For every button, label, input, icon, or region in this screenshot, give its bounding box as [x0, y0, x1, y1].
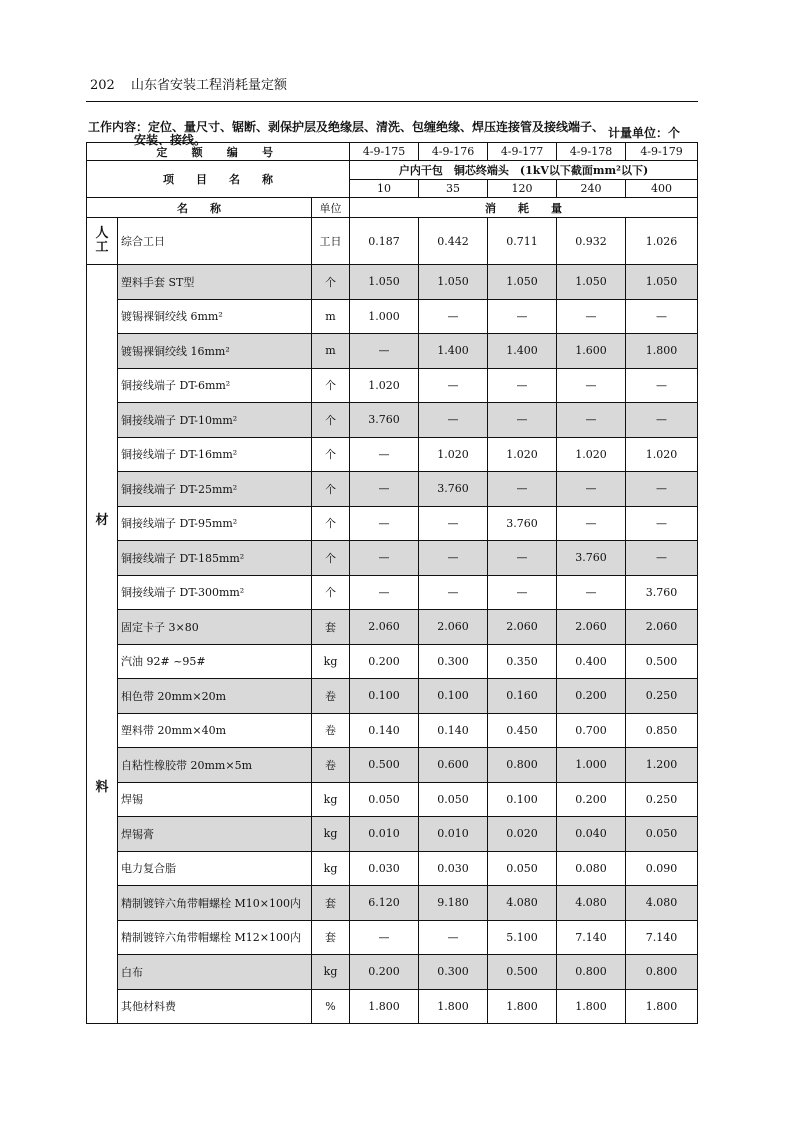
material-value: 2.060 — [488, 610, 557, 645]
material-name: 塑料带 20mm×40m — [118, 713, 312, 748]
material-value: — — [488, 299, 557, 334]
material-value: — — [557, 368, 626, 403]
material-value: 0.100 — [350, 679, 419, 714]
material-value: 0.140 — [419, 713, 488, 748]
material-value: — — [557, 575, 626, 610]
material-value: — — [419, 403, 488, 438]
labor-value: 1.026 — [626, 218, 698, 265]
material-value: 0.010 — [350, 817, 419, 852]
material-unit: 卷 — [312, 679, 350, 714]
material-name: 铜接线端子 DT-16mm² — [118, 437, 312, 472]
material-value: — — [488, 541, 557, 576]
material-name: 汽油 92# ~95# — [118, 644, 312, 679]
material-row — [87, 748, 698, 783]
work-content-line2: 安装、接线。 — [134, 133, 207, 147]
material-value: 3.760 — [419, 472, 488, 507]
labor-category — [87, 218, 118, 265]
quota-code: 4-9-177 — [488, 143, 557, 161]
material-value: — — [626, 299, 698, 334]
material-value: 1.050 — [488, 265, 557, 300]
material-value: 0.090 — [626, 851, 698, 886]
material-value: 0.050 — [419, 782, 488, 817]
material-value: — — [419, 506, 488, 541]
material-unit: 个 — [312, 403, 350, 438]
material-value: — — [488, 472, 557, 507]
item-description: 户内干包 铜芯终端头 (1kV以下截面mm²以下) — [350, 161, 698, 180]
quota-code: 4-9-175 — [350, 143, 419, 161]
material-category — [87, 265, 118, 1024]
material-name: 铜接线端子 DT-6mm² — [118, 368, 312, 403]
header-rule — [86, 101, 698, 102]
material-value: — — [419, 575, 488, 610]
material-value: 1.800 — [419, 989, 488, 1024]
material-value: 0.850 — [626, 713, 698, 748]
material-value: — — [557, 299, 626, 334]
material-value: 0.800 — [626, 955, 698, 990]
material-value: 1.800 — [488, 989, 557, 1024]
material-row — [87, 679, 698, 714]
material-value: 1.600 — [557, 334, 626, 369]
category-char: 人 — [95, 226, 109, 241]
material-value: — — [350, 920, 419, 955]
section-size: 400 — [626, 180, 698, 198]
material-unit: 卷 — [312, 748, 350, 783]
material-name: 镀锡裸铜绞线 6mm² — [118, 299, 312, 334]
material-value: 4.080 — [557, 886, 626, 921]
material-unit: 套 — [312, 886, 350, 921]
material-value: 1.200 — [626, 748, 698, 783]
material-row — [87, 851, 698, 886]
material-name: 铜接线端子 DT-95mm² — [118, 506, 312, 541]
quota-code: 4-9-176 — [419, 143, 488, 161]
item-name-label: 项 目 名 称 — [87, 161, 350, 198]
material-name: 精制镀锌六角带帽螺栓 M12×100内 — [118, 920, 312, 955]
material-value: 1.020 — [419, 437, 488, 472]
material-row — [87, 403, 698, 438]
material-value: 0.800 — [488, 748, 557, 783]
material-value: 1.020 — [557, 437, 626, 472]
material-name: 自粘性橡胶带 20mm×5m — [118, 748, 312, 783]
material-unit: 套 — [312, 610, 350, 645]
material-row — [87, 368, 698, 403]
material-value: 0.800 — [557, 955, 626, 990]
category-char: 料 — [95, 780, 109, 795]
material-value: — — [350, 541, 419, 576]
quota-number-row — [87, 143, 698, 161]
material-value: 9.180 — [419, 886, 488, 921]
section-size: 10 — [350, 180, 419, 198]
material-unit: kg — [312, 851, 350, 886]
material-value: 0.080 — [557, 851, 626, 886]
material-value: — — [488, 368, 557, 403]
material-row — [87, 506, 698, 541]
material-value: — — [350, 575, 419, 610]
material-value: 1.050 — [419, 265, 488, 300]
material-value: — — [419, 541, 488, 576]
material-name: 白布 — [118, 955, 312, 990]
material-value: 1.400 — [488, 334, 557, 369]
material-value: 1.020 — [350, 368, 419, 403]
material-value: 0.600 — [419, 748, 488, 783]
material-value: — — [626, 506, 698, 541]
material-value: 1.800 — [626, 334, 698, 369]
material-value: 0.700 — [557, 713, 626, 748]
name-column-header: 名 称 — [87, 198, 312, 218]
page-number: 202 — [90, 78, 115, 93]
material-value: 0.250 — [626, 782, 698, 817]
material-value: 2.060 — [626, 610, 698, 645]
material-value: 0.400 — [557, 644, 626, 679]
material-value: 3.760 — [350, 403, 419, 438]
material-value: 7.140 — [557, 920, 626, 955]
material-value: — — [350, 437, 419, 472]
material-row — [87, 713, 698, 748]
category-char: 材 — [95, 513, 109, 528]
labor-unit: 工日 — [312, 218, 350, 265]
material-unit: kg — [312, 955, 350, 990]
material-value: 1.400 — [419, 334, 488, 369]
quota-table — [86, 142, 698, 1024]
material-unit: 个 — [312, 472, 350, 507]
material-value: 0.160 — [488, 679, 557, 714]
material-row — [87, 265, 698, 300]
material-value: 1.050 — [350, 265, 419, 300]
material-unit: m — [312, 299, 350, 334]
material-value: 1.020 — [626, 437, 698, 472]
material-value: 0.200 — [350, 644, 419, 679]
material-row — [87, 541, 698, 576]
material-unit: kg — [312, 782, 350, 817]
material-value: 0.140 — [350, 713, 419, 748]
material-unit: 个 — [312, 575, 350, 610]
material-value: 5.100 — [488, 920, 557, 955]
page-header — [90, 74, 287, 93]
material-value: 0.350 — [488, 644, 557, 679]
material-value: 4.080 — [488, 886, 557, 921]
section-size: 120 — [488, 180, 557, 198]
material-row — [87, 644, 698, 679]
material-value: 0.030 — [350, 851, 419, 886]
material-value: 0.050 — [350, 782, 419, 817]
material-value: 1.000 — [350, 299, 419, 334]
material-value: 1.050 — [557, 265, 626, 300]
labor-row — [87, 218, 698, 265]
section-size: 240 — [557, 180, 626, 198]
material-value: — — [350, 506, 419, 541]
material-unit: 个 — [312, 506, 350, 541]
material-value: — — [626, 541, 698, 576]
material-value: 1.000 — [557, 748, 626, 783]
material-value: 2.060 — [419, 610, 488, 645]
material-name: 塑料手套 ST型 — [118, 265, 312, 300]
material-name: 固定卡子 3×80 — [118, 610, 312, 645]
material-unit: kg — [312, 644, 350, 679]
material-value: — — [626, 368, 698, 403]
material-row — [87, 989, 698, 1024]
material-unit: 个 — [312, 265, 350, 300]
material-value: 7.140 — [626, 920, 698, 955]
material-value: 0.500 — [350, 748, 419, 783]
material-value: 0.200 — [557, 782, 626, 817]
material-value: 6.120 — [350, 886, 419, 921]
material-row — [87, 955, 698, 990]
material-name: 铜接线端子 DT-25mm² — [118, 472, 312, 507]
material-value: 4.080 — [626, 886, 698, 921]
material-value: 3.760 — [557, 541, 626, 576]
material-value: 0.300 — [419, 955, 488, 990]
material-unit: 卷 — [312, 713, 350, 748]
material-value: 1.800 — [626, 989, 698, 1024]
material-value: 0.500 — [488, 955, 557, 990]
material-name: 精制镀锌六角带帽螺栓 M10×100内 — [118, 886, 312, 921]
material-value: 0.050 — [488, 851, 557, 886]
work-content-line1: 工作内容：定位、量尺寸、锯断、剥保护层及绝缘层、清洗、包缠绝缘、焊压连接管及接线端子、 — [88, 120, 605, 134]
material-name: 相色带 20mm×20m — [118, 679, 312, 714]
quota-code: 4-9-178 — [557, 143, 626, 161]
material-value: 3.760 — [626, 575, 698, 610]
material-value: — — [350, 472, 419, 507]
labor-name: 综合工日 — [118, 218, 312, 265]
section-size: 35 — [419, 180, 488, 198]
material-unit: 个 — [312, 541, 350, 576]
material-value: 2.060 — [557, 610, 626, 645]
category-char: 工 — [95, 240, 109, 255]
material-row — [87, 920, 698, 955]
material-value: — — [557, 472, 626, 507]
material-value: 0.040 — [557, 817, 626, 852]
material-value: 0.020 — [488, 817, 557, 852]
material-unit: 个 — [312, 437, 350, 472]
material-value: — — [626, 403, 698, 438]
material-value: 0.030 — [419, 851, 488, 886]
material-value: 1.800 — [350, 989, 419, 1024]
material-value: 0.050 — [626, 817, 698, 852]
material-value: — — [419, 920, 488, 955]
material-row — [87, 334, 698, 369]
column-header-row — [87, 198, 698, 218]
material-row — [87, 817, 698, 852]
material-value: 2.060 — [350, 610, 419, 645]
material-value: 0.100 — [488, 782, 557, 817]
material-name: 铜接线端子 DT-300mm² — [118, 575, 312, 610]
material-value: — — [488, 575, 557, 610]
material-unit: 套 — [312, 920, 350, 955]
material-value: 0.010 — [419, 817, 488, 852]
material-unit: m — [312, 334, 350, 369]
material-unit: % — [312, 989, 350, 1024]
material-name: 铜接线端子 DT-10mm² — [118, 403, 312, 438]
material-name: 镀锡裸铜绞线 16mm² — [118, 334, 312, 369]
material-row — [87, 437, 698, 472]
material-value: 3.760 — [488, 506, 557, 541]
material-value: 1.800 — [557, 989, 626, 1024]
material-value: 0.200 — [557, 679, 626, 714]
material-value: 0.250 — [626, 679, 698, 714]
material-value: 0.500 — [626, 644, 698, 679]
material-value: 1.020 — [488, 437, 557, 472]
material-value: — — [557, 506, 626, 541]
material-value: 0.450 — [488, 713, 557, 748]
material-row — [87, 886, 698, 921]
material-row — [87, 299, 698, 334]
material-name: 焊锡膏 — [118, 817, 312, 852]
material-value: 0.100 — [419, 679, 488, 714]
material-value: — — [626, 472, 698, 507]
material-value: — — [419, 299, 488, 334]
material-row — [87, 472, 698, 507]
material-value: — — [350, 334, 419, 369]
item-desc-row — [87, 161, 698, 180]
labor-value: 0.187 — [350, 218, 419, 265]
material-value: 0.200 — [350, 955, 419, 990]
labor-value: 0.442 — [419, 218, 488, 265]
material-unit: kg — [312, 817, 350, 852]
material-name: 铜接线端子 DT-185mm² — [118, 541, 312, 576]
measurement-unit: 计量单位：个 — [608, 126, 681, 140]
material-name: 焊锡 — [118, 782, 312, 817]
book-title: 山东省安装工程消耗量定额 — [130, 78, 287, 93]
material-unit: 个 — [312, 368, 350, 403]
material-name: 其他材料费 — [118, 989, 312, 1024]
material-row — [87, 575, 698, 610]
material-value: — — [488, 403, 557, 438]
material-row — [87, 610, 698, 645]
labor-value: 0.932 — [557, 218, 626, 265]
unit-column-header: 单位 — [312, 198, 350, 218]
material-value: 1.050 — [626, 265, 698, 300]
material-value: 0.300 — [419, 644, 488, 679]
quota-code: 4-9-179 — [626, 143, 698, 161]
material-row — [87, 782, 698, 817]
quota-number-label: 定 额 编 号 — [87, 143, 350, 161]
labor-value: 0.711 — [488, 218, 557, 265]
material-value: — — [557, 403, 626, 438]
material-value: — — [419, 368, 488, 403]
consumption-column-header: 消 耗 量 — [350, 198, 698, 218]
material-name: 电力复合脂 — [118, 851, 312, 886]
